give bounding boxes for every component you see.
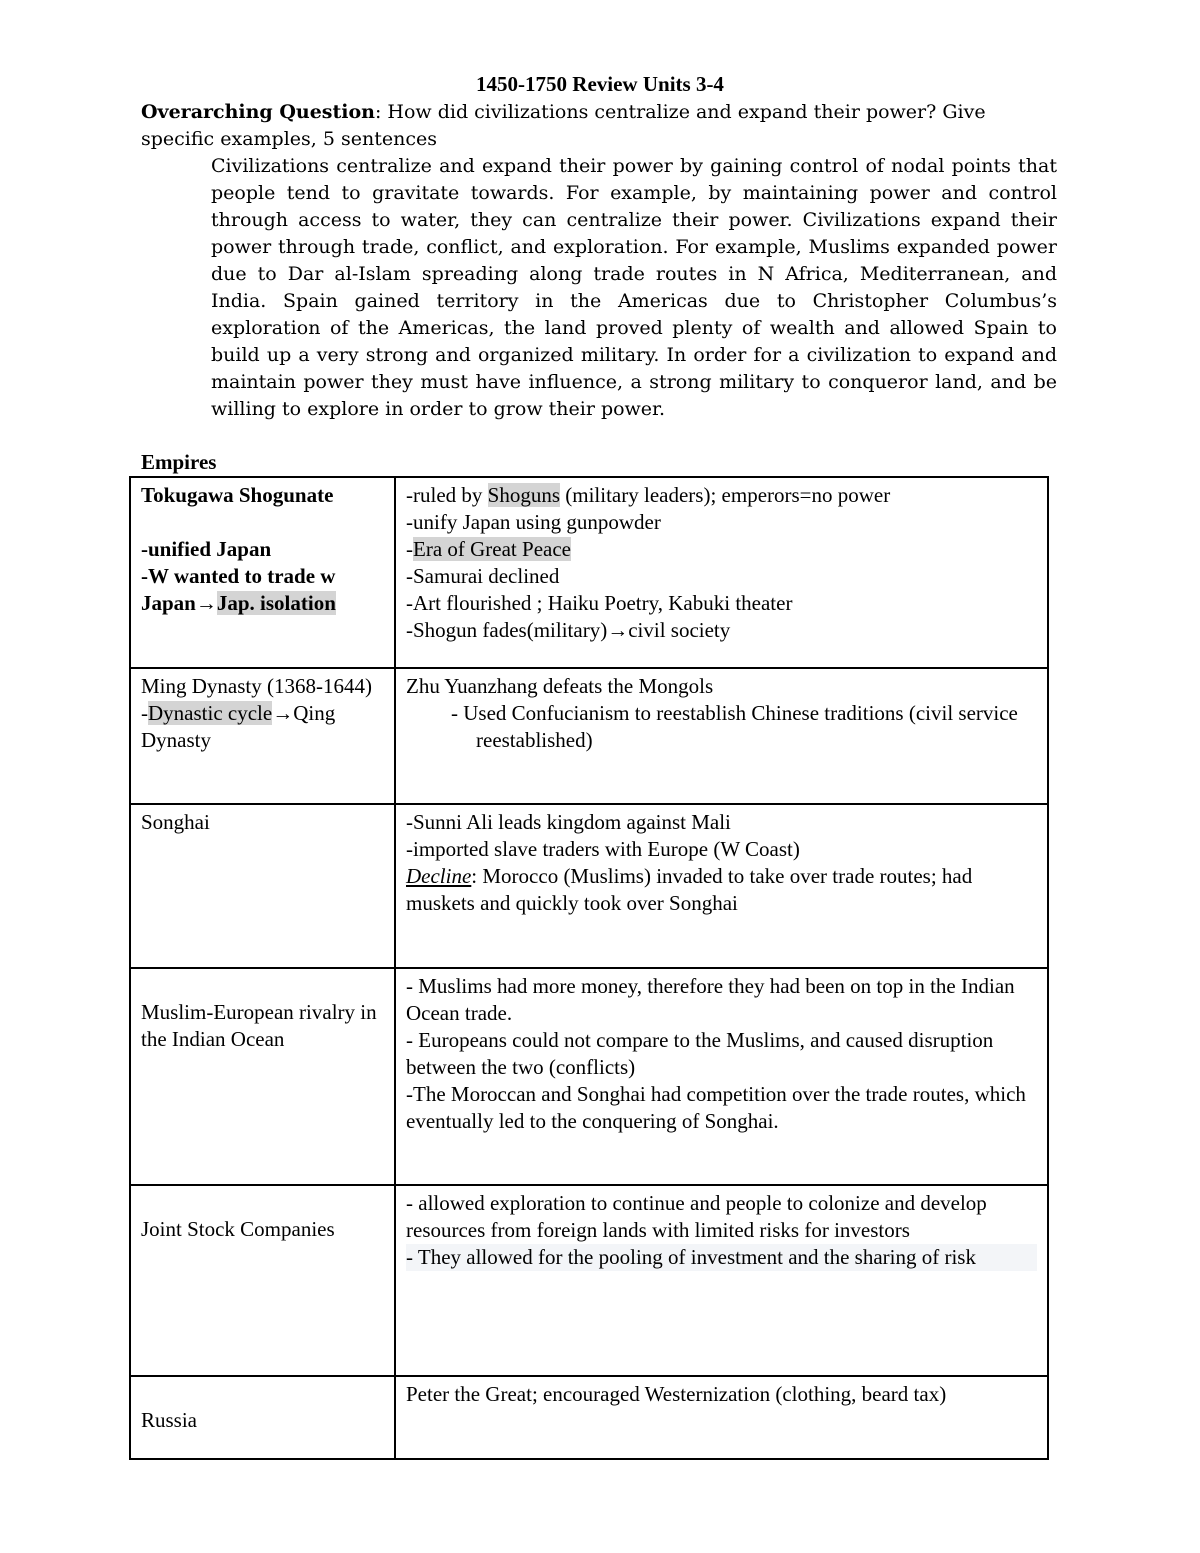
empire-name: Joint Stock Companies <box>141 1217 335 1241</box>
note-line: -Dynastic cycle→Qing Dynasty <box>141 701 336 752</box>
question-text: : How did civilizations centralize and expand their power? Give specific examples, 5 sentences <box>141 101 986 150</box>
empire-notes-cell <box>395 668 1048 804</box>
empire-name: Russia <box>141 1408 198 1432</box>
empire-name: Songhai <box>141 810 210 834</box>
note-line: -Era of Great Peace <box>406 537 571 561</box>
empire-name-cell <box>130 804 395 968</box>
empire-name-cell <box>130 477 395 668</box>
empire-name-cell <box>130 968 395 1185</box>
answer-paragraph: Civilizations centralize and expand their power by gaining control of nodal points that people tend to gravitate towards. For example, by maintaining power and control through access to water, they can centralize their power. Civilizations expand their power through trade, conflict, and exploration. For example, Muslims expanded power due to Dar al-Islam spreading along trade routes in N Africa, Mediterranean, and India. Spain gained territory in the Americas due to Christopher Columbus’s exploration of the Americas, the land proved plenty of wealth and allowed Spain to build up a very strong and organized military. In order for a civilization to expand and maintain power they must have influence, a strong military to conqueror land, and be willing to explore in order to grow their power. <box>211 155 1057 420</box>
page-title: 1450-1750 Review Units 3-4 <box>476 72 724 96</box>
note-line: -Sunni Ali leads kingdom against Mali <box>406 810 731 834</box>
highlighted-text: Jap. isolation <box>216 591 336 615</box>
arrow-icon: → <box>607 618 629 642</box>
note-line: Japan→Jap. isolation <box>141 591 336 615</box>
empire-name: Ming Dynasty (1368-1644) <box>141 674 372 698</box>
question-answer <box>211 153 1057 423</box>
table-row-ming <box>130 668 1048 804</box>
table-row-russia <box>130 1376 1048 1459</box>
note-line: -ruled by Shoguns (military leaders); emperors=no power <box>406 483 891 507</box>
empire-name-cell <box>130 1376 395 1459</box>
section-heading-empires: Empires <box>141 450 217 474</box>
note-line: -unify Japan using gunpowder <box>406 510 661 534</box>
empire-name-cell <box>130 1185 395 1376</box>
empire-notes-cell <box>395 1376 1048 1459</box>
note-line: - Europeans could not compare to the Muslims, and caused disruption between the two (conflicts) <box>406 1028 994 1079</box>
arrow-icon: → <box>272 701 294 725</box>
note-line: - allowed exploration to continue and people to colonize and develop resources from foreign lands with limited risks for investors <box>406 1191 987 1242</box>
highlighted-text: Dynastic cycle <box>148 701 273 725</box>
empire-name: Muslim-European rivalry in the Indian Ocean <box>141 1000 377 1051</box>
note-line: -The Moroccan and Songhai had competition over the trade routes, which eventually led to the conquering of Songhai. <box>406 1082 1026 1133</box>
empire-notes-cell <box>395 477 1048 668</box>
note-line: -imported slave traders with Europe (W Coast) <box>406 837 800 861</box>
empire-name-cell <box>130 668 395 804</box>
note-line: -Art flourished ; Haiku Poetry, Kabuki theater <box>406 591 793 615</box>
table-row-songhai <box>130 804 1048 968</box>
note-line: Zhu Yuanzhang defeats the Mongols <box>406 674 714 698</box>
highlighted-note: - They allowed for the pooling of investment and the sharing of risk <box>406 1244 1037 1271</box>
note-line: - Muslims had more money, therefore they had been on top in the Indian Ocean trade. <box>406 974 1015 1025</box>
table-row-joint-stock <box>130 1185 1048 1376</box>
table-row-rivalry <box>130 968 1048 1185</box>
empires-table <box>129 476 1049 1460</box>
empire-notes-cell <box>395 1185 1048 1376</box>
decline-label: Decline <box>406 864 472 888</box>
question-label: Overarching Question <box>141 101 375 123</box>
empire-notes-cell <box>395 968 1048 1185</box>
note-line: -Samurai declined <box>406 564 560 588</box>
note-line: -Shogun fades(military)→civil society <box>406 618 731 642</box>
note-bullet: - Used Confucianism to reestablish Chinese traditions (civil service reestablished) <box>451 701 1018 752</box>
highlighted-text: Shoguns <box>487 483 561 507</box>
arrow-icon: → <box>195 591 217 615</box>
empire-notes-cell <box>395 804 1048 968</box>
note-line: -W wanted to trade w <box>141 564 336 588</box>
empire-name: Tokugawa Shogunate <box>141 483 334 507</box>
highlighted-text: Era of Great Peace <box>413 537 571 561</box>
note-line: Decline: Morocco (Muslims) invaded to take over trade routes; had muskets and quickly took over Songhai <box>406 864 973 915</box>
table-row-tokugawa <box>130 477 1048 668</box>
note-line: Peter the Great; encouraged Westernization (clothing, beard tax) <box>406 1382 947 1406</box>
note-line: -unified Japan <box>141 537 272 561</box>
overarching-question <box>141 99 1061 153</box>
